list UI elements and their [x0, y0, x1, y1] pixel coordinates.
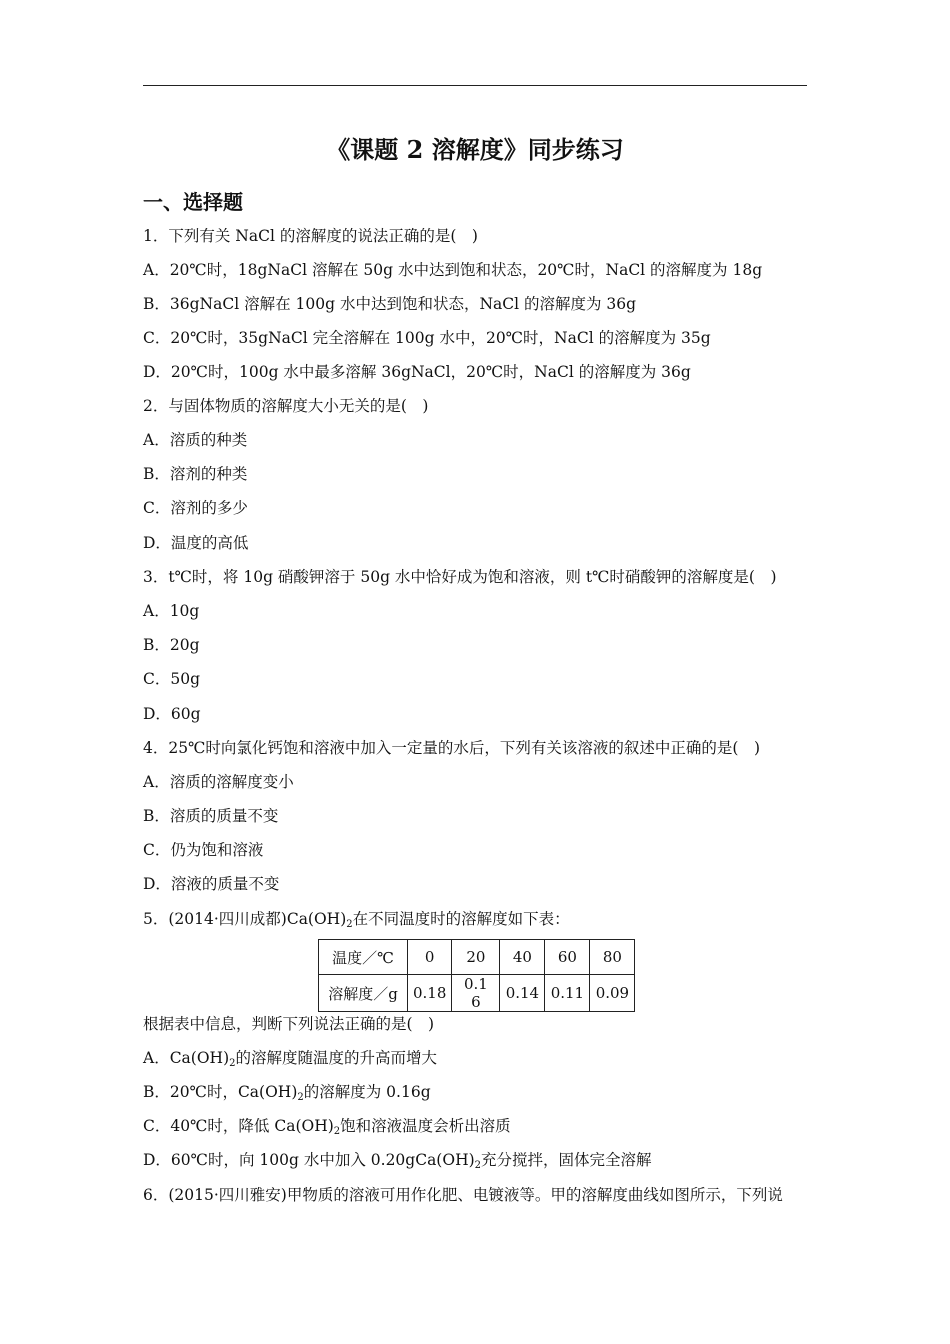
q5-a-pre: A．Ca(OH) [143, 1049, 230, 1067]
q5-a-post: 的溶解度随温度的升高而增大 [235, 1049, 438, 1067]
q2-option-b: B．溶剂的种类 [143, 465, 248, 483]
q1-option-b: B．36gNaCl 溶解在 100g 水中达到饱和状态，NaCl 的溶解度为 36g [143, 295, 637, 313]
table-cell: 0.14 [500, 975, 545, 1012]
q3-option-a: A．10g [143, 602, 200, 620]
q5-c-pre: C．40℃时，降低 Ca(OH) [143, 1117, 334, 1135]
q5-stem-pre: 5．(2014·四川成都)Ca(OH) [143, 910, 347, 928]
q1-option-a: A．20℃时，18gNaCl 溶解在 50g 水中达到饱和状态，20℃时，NaCl 的溶解度为 18g [143, 261, 763, 279]
table-row-solubility [319, 975, 635, 1012]
q5-b-pre: B．20℃时，Ca(OH) [143, 1083, 298, 1101]
q5-a-sub: 2 [229, 1058, 236, 1069]
q4-option-d: D．溶液的质量不变 [143, 875, 280, 893]
q5-option-b [143, 1082, 431, 1108]
q5-option-a [143, 1048, 437, 1074]
table-cell: 溶解度／g [319, 975, 408, 1012]
q2-stem: 2．与固体物质的溶解度大小无关的是( ) [143, 397, 429, 415]
q5-stem [143, 909, 570, 935]
table-row-temperature [319, 940, 635, 975]
q2-option-c: C．溶剂的多少 [143, 499, 248, 517]
q5-option-d [143, 1150, 652, 1176]
q5-c-post: 饱和溶液温度会析出溶质 [340, 1117, 511, 1135]
q5-c-sub: 2 [333, 1126, 341, 1137]
table-cell: 0.11 [545, 975, 590, 1012]
header-rule [143, 85, 807, 86]
q4-option-a: A．溶质的溶解度变小 [143, 773, 294, 791]
q3-option-c: C．50g [143, 670, 201, 688]
table-cell: 0.1 6 [452, 975, 500, 1012]
table-cell: 0 [408, 940, 452, 975]
q5-d-post: 充分搅拌，固体完全溶解 [481, 1151, 652, 1169]
q1-option-c: C．20℃时，35gNaCl 完全溶解在 100g 水中，20℃时，NaCl 的溶解度为 35g [143, 329, 711, 347]
table-cell: 60 [545, 940, 590, 975]
q1-option-d: D．20℃时，100g 水中最多溶解 36gNaCl，20℃时，NaCl 的溶解度为 36g [143, 363, 691, 381]
q2-option-a: A．溶质的种类 [143, 431, 248, 449]
table-cell: 20 [452, 940, 500, 975]
q5-d-sub: 2 [474, 1160, 482, 1171]
q5-b-post: 的溶解度为 0.16g [303, 1083, 431, 1101]
q1-stem: 1．下列有关 NaCl 的溶解度的说法正确的是( ) [143, 227, 478, 245]
table-cell: 0.18 [408, 975, 452, 1012]
q5-d-pre: D．60℃时，向 100g 水中加入 0.20gCa(OH) [143, 1151, 475, 1169]
page-title: 《课题 2 溶解度》同步练习 [326, 135, 624, 164]
q5-stem-post: 在不同温度时的溶解度如下表： [352, 910, 570, 928]
q5-b-sub: 2 [297, 1092, 304, 1103]
q4-option-c: C．仍为饱和溶液 [143, 841, 264, 859]
q2-option-d: D．温度的高低 [143, 534, 249, 552]
table-cell: 温度／℃ [319, 940, 408, 975]
section-heading: 一、选择题 [143, 190, 243, 214]
table-cell: 0.09 [590, 975, 635, 1012]
q5-follow: 根据表中信息，判断下列说法正确的是( ) [143, 1015, 435, 1033]
q5-stem-sub: 2 [346, 919, 353, 930]
q3-option-d: D．60g [143, 705, 201, 723]
q3-stem: 3．t℃时，将 10g 硝酸钾溶于 50g 水中恰好成为饱和溶液，则 t℃时硝酸钾的溶解度是( ) [143, 568, 777, 586]
solubility-table [318, 939, 635, 1012]
q3-option-b: B．20g [143, 636, 200, 654]
q5-option-c [143, 1116, 511, 1142]
table-cell: 40 [500, 940, 545, 975]
q4-stem: 4．25℃时向氯化钙饱和溶液中加入一定量的水后，下列有关该溶液的叙述中正确的是( ) [143, 739, 761, 757]
q4-option-b: B．溶质的质量不变 [143, 807, 279, 825]
q6-stem: 6．(2015·四川雅安)甲物质的溶液可用作化肥、电镀液等。甲的溶解度曲线如图所示，下列说 [143, 1186, 783, 1204]
table-cell: 80 [590, 940, 635, 975]
